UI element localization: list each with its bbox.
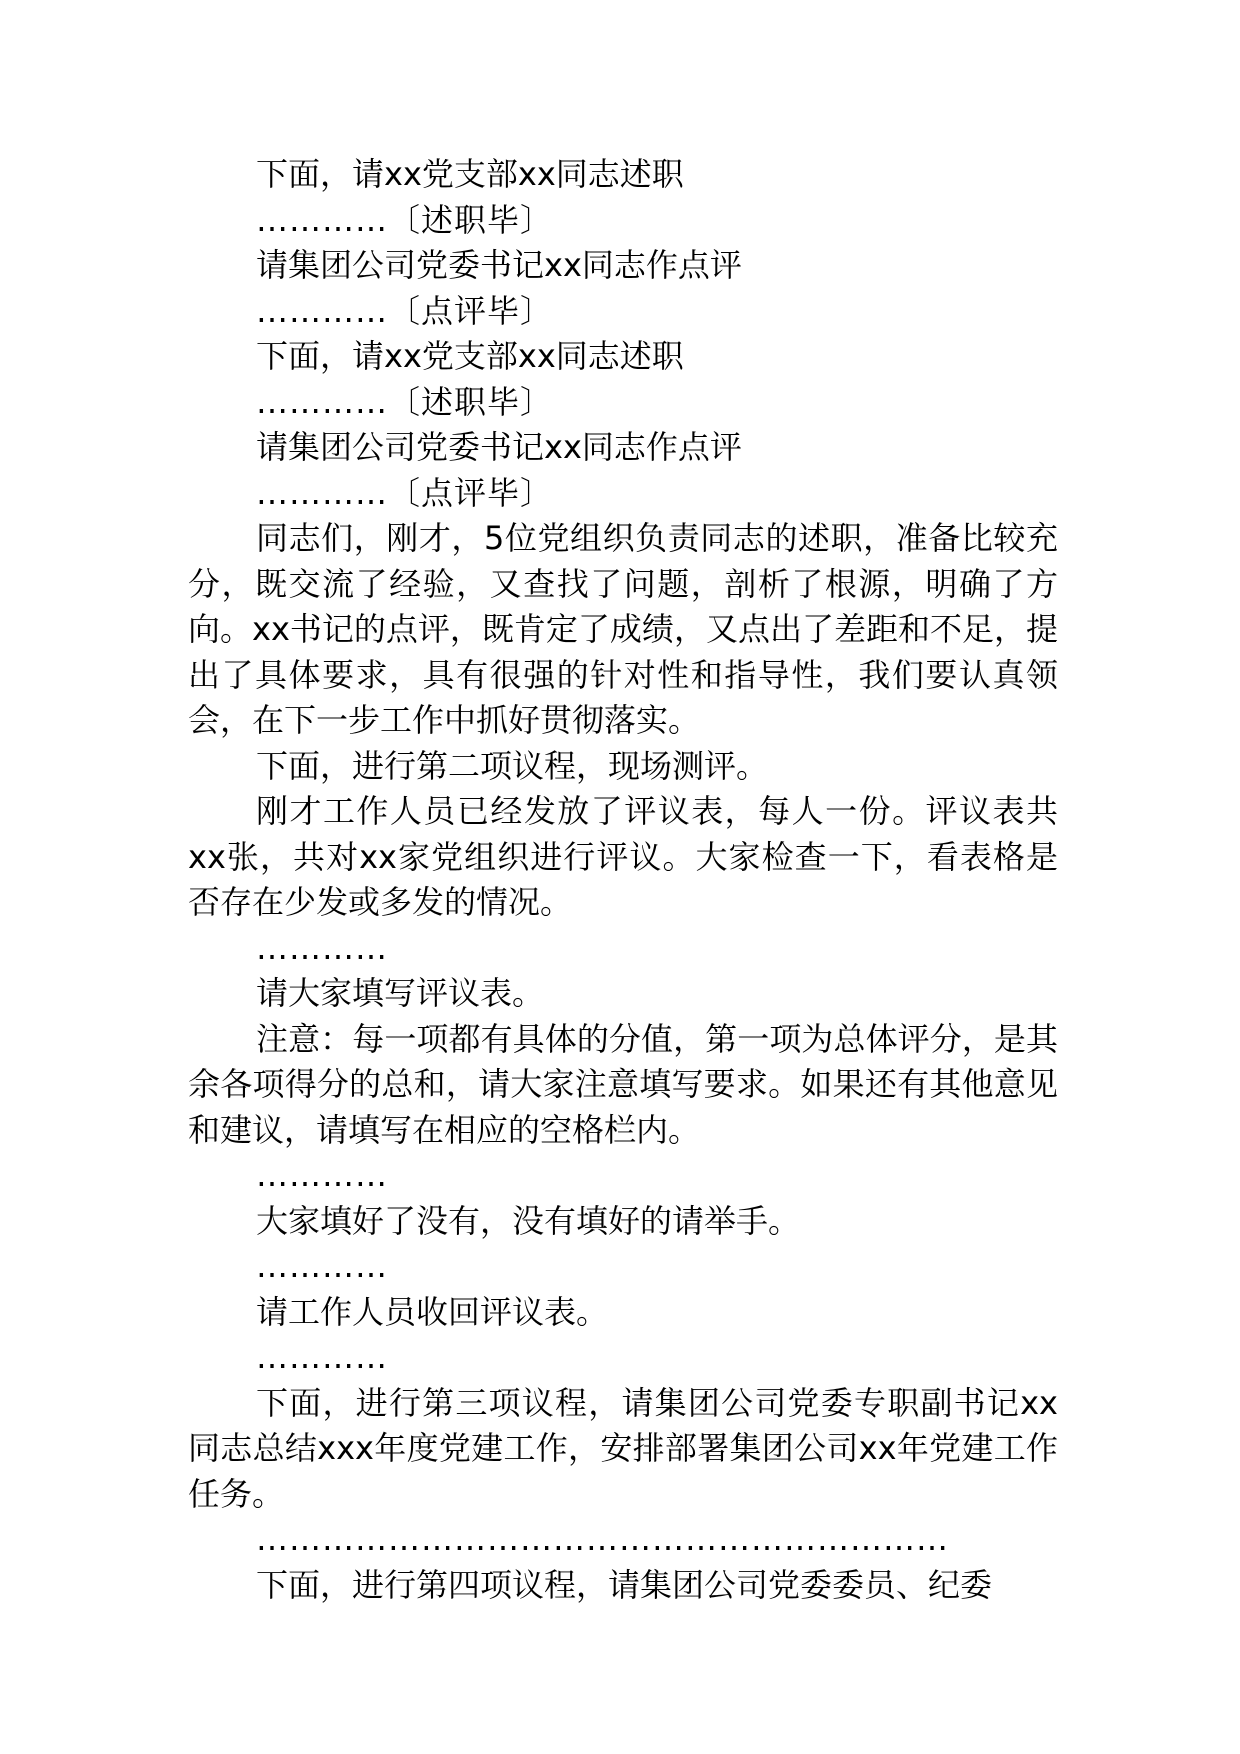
- paragraph-ellipsis: …………: [256, 928, 388, 967]
- paragraph-form-check: 刚才工作人员已经发放了评议表，每人一份。评议表共xx张，共对xx家党组织进行评议。大家检查一下，看表格是否存在少发或多发的情况。: [188, 792, 1058, 921]
- paragraph-debrief-call-2: 下面，请xx党支部xx同志述职: [256, 337, 684, 375]
- paragraph-collect-form: 请工作人员收回评议表。: [256, 1292, 609, 1331]
- paragraph-ellipsis: …………: [256, 1247, 388, 1285]
- paragraph-summary: 同志们，刚才，5位党组织负责同志的述职，准备比较充分，既交流了经验，又查找了问题，剖析了根源，明确了方向。xx书记的点评，既肯定了成绩，又点出了差距和不足，提出了具体要求，具有很强的针对性和指导性，我们要认真领会，在下一步工作中抓好贯彻落实。: [188, 519, 1058, 739]
- paragraph-agenda-2: 下面，进行第二项议程，现场测评。: [256, 746, 769, 785]
- document-body: [188, 152, 1058, 1608]
- paragraph-debrief-end-1: …………〔述职毕〕: [256, 200, 554, 239]
- paragraph-debrief-call-1: 下面，请xx党支部xx同志述职: [256, 155, 684, 193]
- paragraph-agenda-3: 下面，进行第三项议程，请集团公司党委专职副书记xx同志总结xxx年度党建工作，安排部署集团公司xx年党建工作任务。: [188, 1383, 1058, 1513]
- paragraph-ellipsis: …………: [256, 1156, 388, 1194]
- paragraph-debrief-end-2: …………〔述职毕〕: [256, 382, 554, 421]
- paragraph-comment-end-2: …………〔点评毕〕: [256, 473, 554, 512]
- paragraph-comment-end-1: …………〔点评毕〕: [256, 291, 554, 330]
- paragraph-fill-form: 请大家填写评议表。: [256, 974, 545, 1012]
- paragraph-raise-hand: 大家填好了没有，没有填好的请举手。: [256, 1201, 801, 1240]
- paragraph-long-ellipsis: ………………………………………………………: [256, 1520, 949, 1558]
- paragraph-comment-call-2: 请集团公司党委书记xx同志作点评: [256, 428, 742, 466]
- paragraph-agenda-4: 下面，进行第四项议程，请集团公司党委委员、纪委: [256, 1565, 993, 1604]
- paragraph-notice: 注意：每一项都有具体的分值，第一项为总体评分，是其余各项得分的总和，请大家注意填写要求。如果还有其他意见和建议，请填写在相应的空格栏内。: [188, 1019, 1058, 1149]
- paragraph-comment-call-1: 请集团公司党委书记xx同志作点评: [256, 246, 742, 284]
- paragraph-ellipsis: …………: [256, 1338, 388, 1376]
